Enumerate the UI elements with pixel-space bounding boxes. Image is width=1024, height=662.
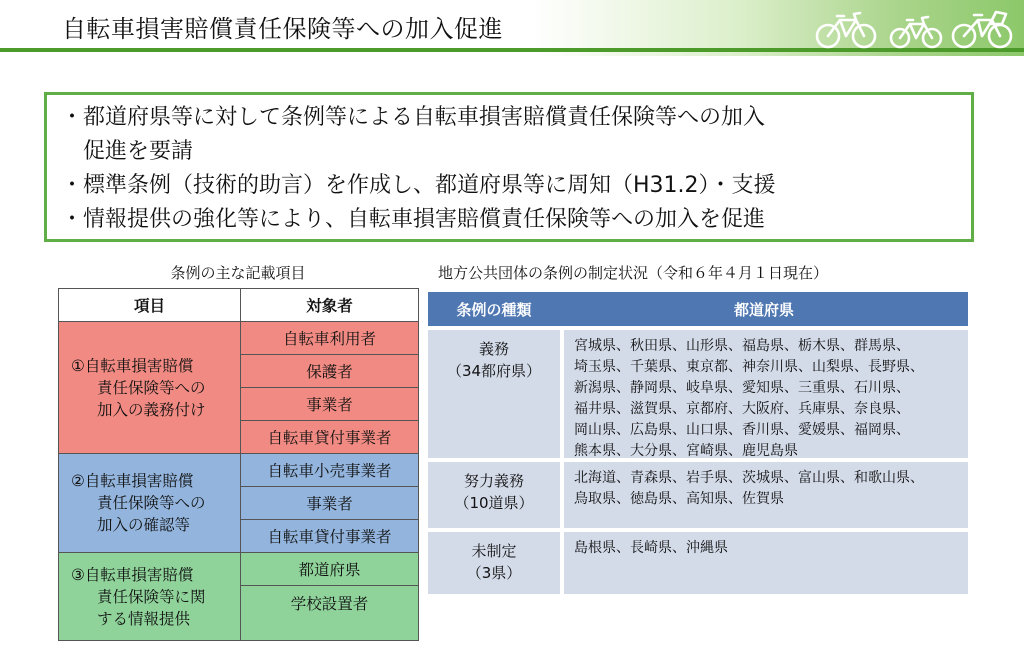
table-header-row [59,289,419,322]
bicycle-icon [817,13,875,47]
category-cell: ①自転車損害賠償 責任保険等への 加入の義務付け [59,322,241,454]
bicycle-icon [891,17,941,47]
target-cell: 保護者 [241,355,419,388]
column-header: 条例の種類 [456,300,532,319]
prefectures-cell: 宮城県、秋田県、山形県、福島県、栃木県、群馬県、 埼玉県、千葉県、東京都、神奈川県、山梨県、長野県、 新潟県、静岡県、岐阜県、愛知県、三重県、石川県、 福井県、滋賀県、京都府、大阪府、兵庫県、奈良県、 岡山県、広島県、山口県、香川県、愛媛県、福岡県、 熊本県、大分県、宮崎県、鹿児島県 [560,330,968,458]
table-row [428,532,968,594]
summary-box [44,92,974,242]
column-header: 対象者 [241,289,419,322]
prefectures-cell: 北海道、青森県、岩手県、茨城県、富山県、和歌山県、 鳥取県、徳島県、高知県、佐賀県 [560,462,968,528]
ordinance-type-cell: 未制定 （3県） [466,542,522,582]
column-header: 都道府県 [733,300,794,319]
table-row [428,330,968,458]
target-cell: 自転車貸付事業者 [241,520,419,553]
page-title: 自転車損害賠償責任保険等への加入促進 [62,15,503,43]
target-cell: 自転車利用者 [241,322,419,355]
target-cell: 学校設置者 [241,586,419,641]
left-table-caption: 条例の主な記載項目 [170,264,306,282]
table-header-row [428,292,968,326]
category-cell: ②自転車損害賠償 責任保険等への 加入の確認等 [59,454,241,553]
ordinance-type-cell: 義務 （34都府県） [446,340,542,380]
summary-line: 促進を要請 [83,139,194,164]
table-row [59,322,419,355]
target-cell: 自転車小売事業者 [241,454,419,487]
table-row [59,454,419,487]
target-cell: 都道府県 [241,553,419,586]
column-header: 項目 [59,289,241,322]
bicycle-icon [953,12,1011,47]
ordinance-items-table [58,288,419,641]
summary-line: ・都道府県等に対して条例等による自転車損害賠償責任保険等への加入 [61,105,766,130]
summary-line: ・情報提供の強化等により、自転車損害賠償責任保険等への加入を促進 [61,207,766,232]
table-row [428,462,968,528]
enactment-status-table [428,292,968,594]
table-row [59,553,419,586]
prefectures-cell: 島根県、長崎県、沖縄県 [560,532,968,594]
target-cell: 事業者 [241,487,419,520]
category-cell: ③自転車損害賠償 責任保険等に関 する情報提供 [59,553,241,641]
right-table-caption: 地方公共団体の条例の制定状況（令和６年４月１日現在） [438,264,829,282]
summary-line: ・標準条例（技術的助言）を作成し、都道府県等に周知（H31.2）・支援 [61,173,776,198]
target-cell: 自転車貸付事業者 [241,421,419,454]
bicycles-illustration [812,6,1017,50]
ordinance-type-cell: 努力義務 （10道県） [454,472,534,512]
target-cell: 事業者 [241,388,419,421]
